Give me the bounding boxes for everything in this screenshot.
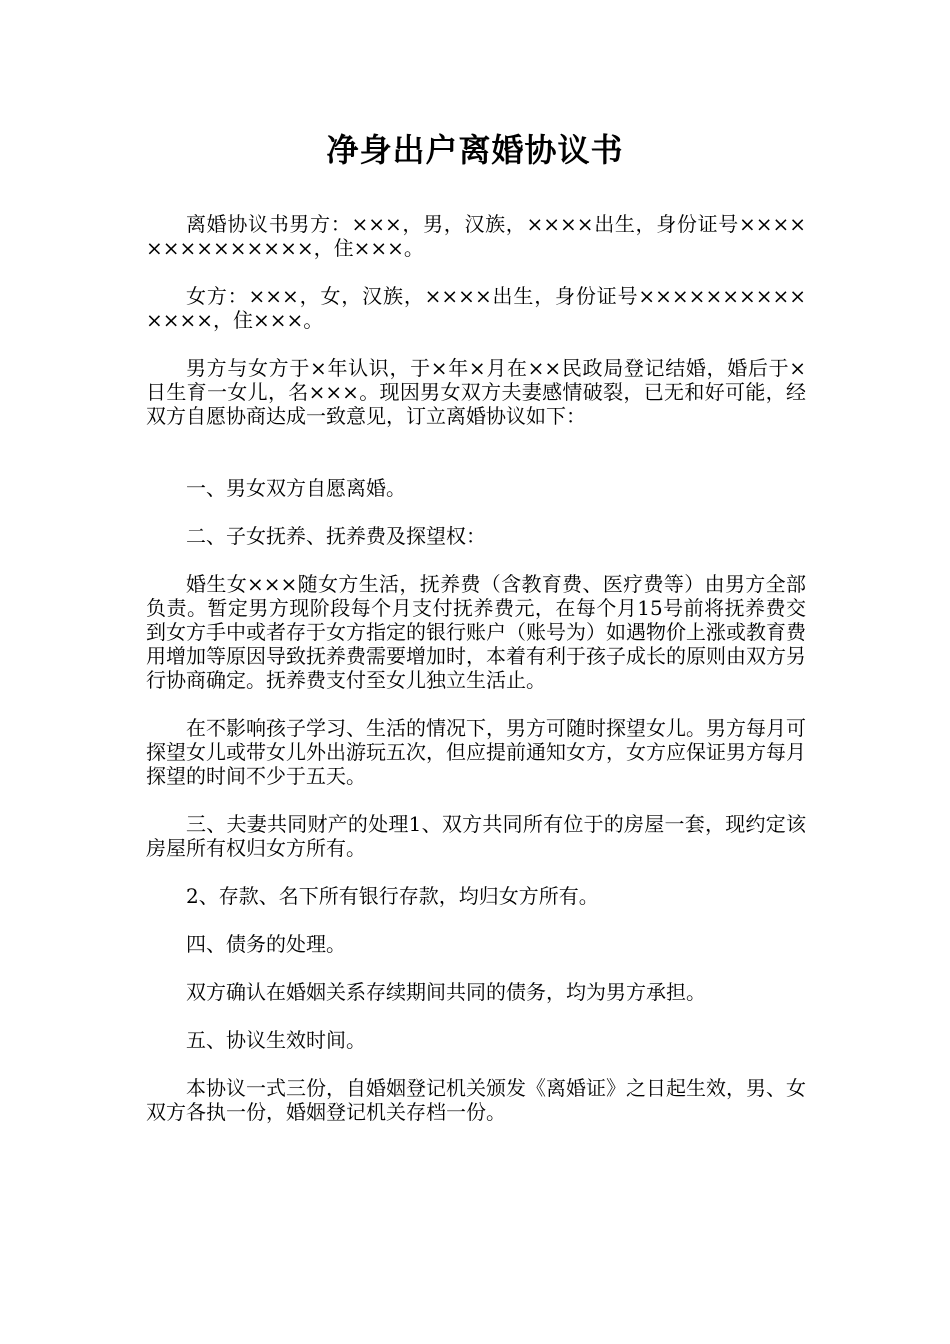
document-title: 净身出户离婚协议书: [326, 131, 624, 169]
paragraph-clause-5-heading: 五、协议生效时间。: [186, 1028, 366, 1052]
paragraph-wife-info: 女方：×××，女，汉族，××××出生，身份证号××××××××××××××，住×××。: [146, 284, 806, 332]
paragraph-clause-1: 一、男女双方自愿离婚。: [186, 476, 406, 500]
paragraph-debts: 双方确认在婚姻关系存续期间共同的债务，均为男方承担。: [186, 980, 706, 1004]
paragraph-clause-4-heading: 四、债务的处理。: [186, 932, 346, 956]
paragraph-husband-info: 离婚协议书男方：×××，男，汉族，××××出生，身份证号××××××××××××××，住×××。: [146, 212, 806, 260]
paragraph-clause-2-heading: 二、子女抚养、抚养费及探望权：: [186, 524, 486, 548]
paragraph-child-support: 婚生女×××随女方生活，抚养费（含教育费、医疗费等）由男方全部负责。暂定男方现阶段每个月支付抚养费元，在每个月15号前将抚养费交到女方手中或者存于女方指定的银行账户（账号为）如遇物价上涨或教育费用增加等原因导致抚养费需要增加时，本着有利于孩子成长的原则由双方另行协商确定。抚养费支付至女儿独立生活止。: [146, 572, 806, 692]
paragraph-deposits: 2、存款、名下所有银行存款，均归女方所有。: [186, 884, 599, 908]
paragraph-effective: 本协议一式三份，自婚姻登记机关颁发《离婚证》之日起生效，男、女双方各执一份，婚姻登记机关存档一份。: [146, 1076, 806, 1124]
paragraph-clause-3-property: 三、夫妻共同财产的处理1、双方共同所有位于的房屋一套，现约定该房屋所有权归女方所有。: [146, 812, 806, 860]
paragraph-background: 男方与女方于×年认识，于×年×月在××民政局登记结婚，婚后于×日生育一女儿，名×××。现因男女双方夫妻感情破裂，已无和好可能，经双方自愿协商达成一致意见，订立离婚协议如下：: [146, 356, 806, 428]
paragraph-visitation: 在不影响孩子学习、生活的情况下，男方可随时探望女儿。男方每月可探望女儿或带女儿外出游玩五次，但应提前通知女方，女方应保证男方每月探望的时间不少于五天。: [146, 716, 806, 788]
document-body: [146, 212, 806, 1124]
